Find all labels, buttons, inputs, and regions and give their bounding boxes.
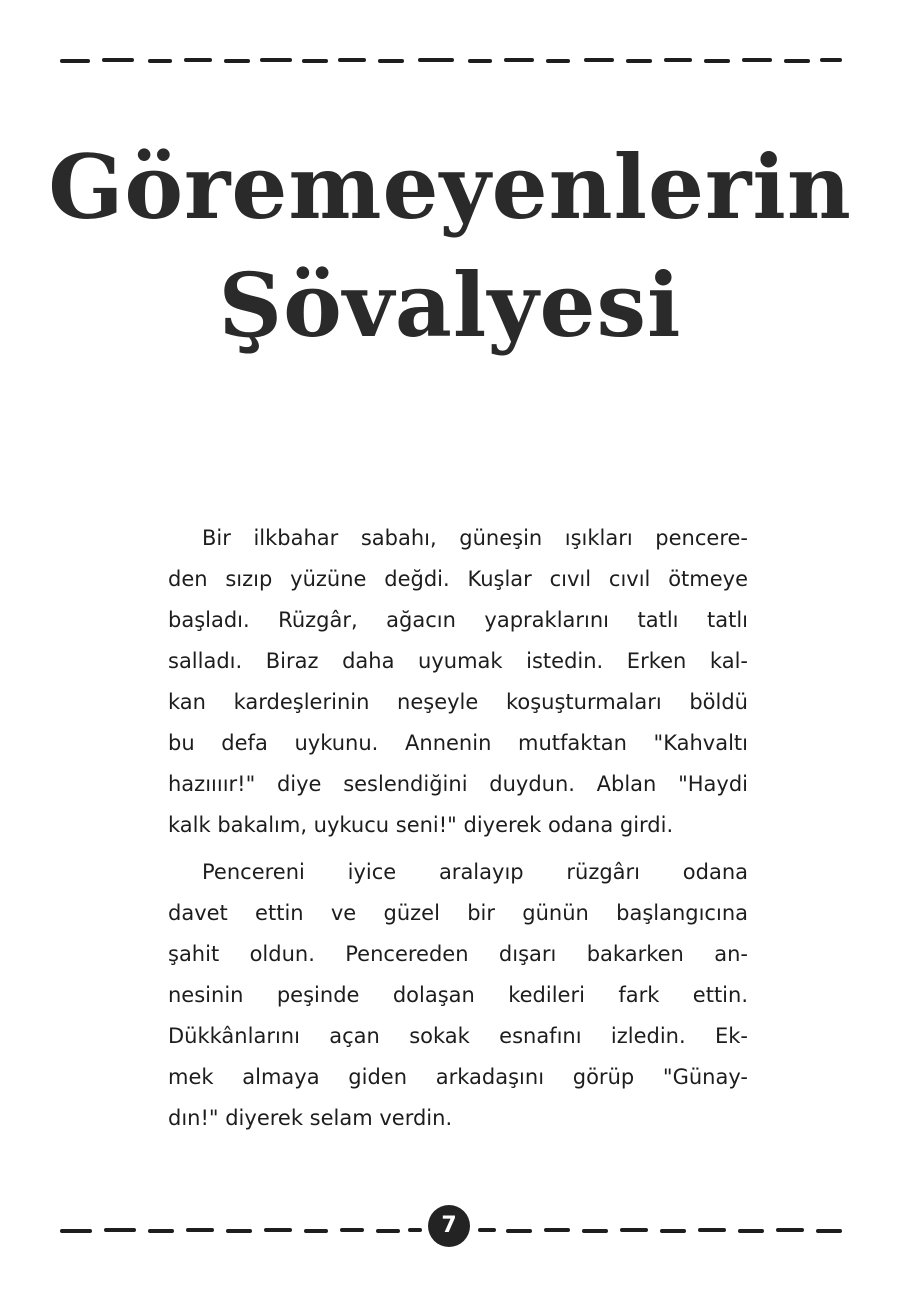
text-line: bu defa uykunu. Annenin mutfaktan "Kahvaltı	[168, 731, 748, 755]
text-line: kan kardeşlerinin neşeyle koşuşturmaları böldü	[168, 690, 748, 714]
text-line: salladı. Biraz daha uyumak istedin. Erken kal-	[168, 649, 748, 673]
chapter-title-line-1: Göremeyenlerin	[48, 135, 852, 239]
text-line: hazıııır!" diye seslendiğini duydun. Ablan "Haydi	[168, 772, 748, 796]
paragraph-1	[168, 518, 748, 846]
chapter-title-line-2: Şövalyesi	[218, 253, 682, 357]
text-line: kalk bakalım, uykucu seni!" diyerek odana girdi.	[168, 813, 674, 837]
story-body	[168, 518, 748, 1145]
text-line: dın!" diyerek selam verdin.	[168, 1106, 453, 1130]
text-line: başladı. Rüzgâr, ağacın yapraklarını tatlı tatlı	[168, 608, 748, 632]
text-line: davet ettin ve güzel bir günün başlangıcına	[168, 901, 748, 925]
text-line: Bir ilkbahar sabahı, güneşin ışıkları pencere-	[202, 526, 748, 550]
text-line: Pencereni iyice aralayıp rüzgârı odana	[202, 860, 748, 884]
paragraph-2	[168, 852, 748, 1139]
top-dashed-divider	[0, 50, 900, 70]
text-line: nesinin peşinde dolaşan kedileri fark ettin.	[168, 983, 748, 1007]
text-line: den sızıp yüzüne değdi. Kuşlar cıvıl cıvıl ötmeye	[168, 567, 748, 591]
dashed-line-graphic	[0, 50, 900, 70]
text-line: mek almaya giden arkadaşını görüp "Günay-	[168, 1065, 748, 1089]
page-number-badge: 7	[428, 1205, 470, 1247]
text-line: şahit oldun. Pencereden dışarı bakarken an-	[168, 942, 748, 966]
text-line: Dükkânlarını açan sokak esnafını izledin. Ek-	[168, 1024, 748, 1048]
chapter-title	[0, 128, 900, 364]
